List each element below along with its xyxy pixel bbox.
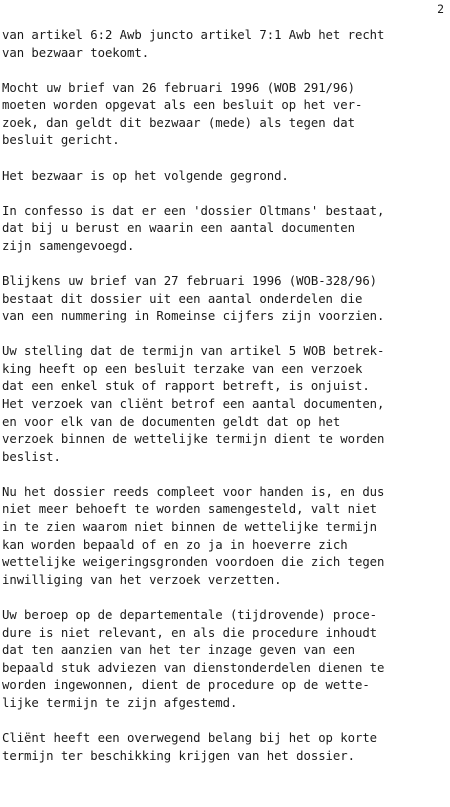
- text-line: worden ingewonnen, dient de procedure op de wette-: [2, 678, 370, 693]
- paragraph-5: [2, 273, 448, 326]
- text-line: lijke termijn te zijn afgestemd.: [2, 695, 238, 710]
- text-line: termijn ter beschikking krijgen van het dossier.: [2, 748, 355, 763]
- letter-body: [2, 27, 448, 783]
- text-line: beslist.: [2, 449, 61, 464]
- text-line: inwilliging van het verzoek verzetten.: [2, 572, 282, 587]
- text-line: besluit gericht.: [2, 133, 120, 148]
- text-line: van artikel 6:2 Awb juncto artikel 7:1 Awb het recht: [2, 28, 385, 42]
- text-line: Blijkens uw brief van 27 februari 1996 (WOB-328/96): [2, 273, 378, 288]
- text-line: Uw stelling dat de termijn van artikel 5 WOB betrek-: [2, 344, 385, 359]
- text-line: In confesso is dat er een 'dossier Oltmans' bestaat,: [2, 203, 385, 218]
- paragraph-2: [2, 80, 448, 150]
- text-line: bepaald stuk adviezen van dienstonderdelen dienen te: [2, 660, 385, 675]
- text-line: dat een enkel stuk of rapport betreft, is onjuist.: [2, 379, 370, 394]
- text-line: dat bij u berust en waarin een aantal documenten: [2, 221, 355, 236]
- text-line: zijn samengevoegd.: [2, 238, 135, 253]
- text-line: moeten worden opgevat als een besluit op het ver-: [2, 98, 363, 113]
- text-line: Cliënt heeft een overwegend belang bij het op korte: [2, 731, 378, 745]
- paragraph-8: [2, 607, 448, 713]
- paragraph-3: [2, 168, 448, 186]
- text-line: verzoek binnen de wettelijke termijn dient te worden: [2, 432, 385, 447]
- text-line: Nu het dossier reeds compleet voor handen is, en dus: [2, 484, 385, 499]
- text-line: van een nummering in Romeinse cijfers zijn voorzien.: [2, 309, 385, 324]
- text-line: dat ten aanzien van het ter inzage geven van een: [2, 643, 355, 658]
- text-line: wettelijke weigeringsgronden voordoen die zich tegen: [2, 555, 385, 570]
- text-line: niet meer behoeft te worden samengesteld, valt niet: [2, 502, 378, 517]
- page-number: 2: [437, 2, 444, 16]
- text-line: Het verzoek van cliënt betrof een aantal documenten,: [2, 397, 385, 411]
- text-line: en voor elk van de documenten geldt dat op het: [2, 414, 341, 429]
- paragraph-1: [2, 27, 448, 62]
- text-line: bestaat dit dossier uit een aantal onderdelen die: [2, 291, 363, 306]
- text-line: king heeft op een besluit terzake van een verzoek: [2, 361, 363, 376]
- text-line: in te zien waarom niet binnen de wettelijke termijn: [2, 520, 378, 535]
- paragraph-4: [2, 203, 448, 256]
- text-line: Het bezwaar is op het volgende gegrond.: [2, 168, 289, 183]
- text-line: Mocht uw brief van 26 februari 1996 (WOB 291/96): [2, 80, 355, 95]
- text-line: van bezwaar toekomt.: [2, 45, 150, 60]
- paragraph-6: [2, 343, 448, 466]
- text-line: dure is niet relevant, en als die procedure inhoudt: [2, 625, 378, 640]
- text-line: Uw beroep op de departementale (tijdrovende) proce-: [2, 607, 378, 622]
- paragraph-7: [2, 484, 448, 590]
- paragraph-9: [2, 730, 448, 765]
- text-line: kan worden bepaald of en zo ja in hoeverre zich: [2, 537, 348, 552]
- text-line: zoek, dan geldt dit bezwaar (mede) als tegen dat: [2, 115, 355, 130]
